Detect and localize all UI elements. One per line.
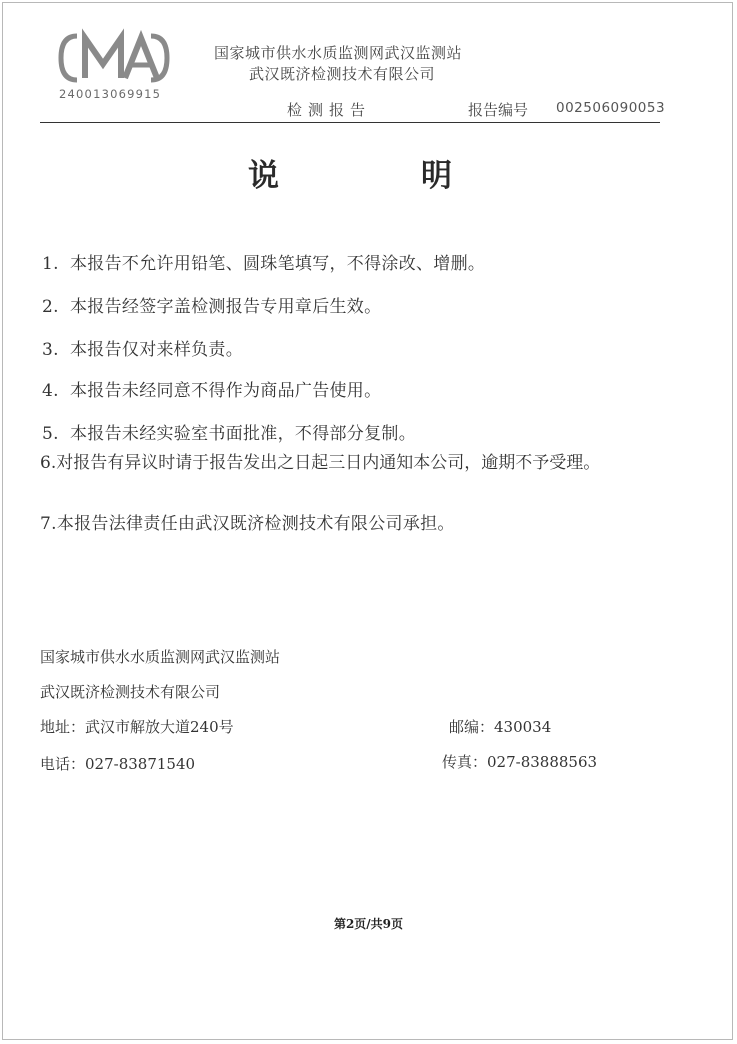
note-text: 本报告不允许用铅笔、圆珠笔填写，不得涂改、增删。 <box>70 254 486 274</box>
doc-type: 检测报告 <box>287 101 372 119</box>
title-char-1: 说 <box>248 158 279 194</box>
footer-phone: 电话：027-83871540 <box>40 755 196 773</box>
note-text: 对报告有异议时请于报告发出之日起三日内通知本公司，逾期不予受理。 <box>56 453 601 473</box>
note-item <box>27 452 667 474</box>
footer-address: 地址：武汉市解放大道240号 <box>40 718 234 736</box>
header-org-line2: 武汉既济检测技术有限公司 <box>249 65 436 83</box>
footer-postcode: 邮编：430034 <box>449 718 552 736</box>
note-item <box>42 376 381 401</box>
page-number: 第2页/共9页 <box>333 917 404 931</box>
note-text: 本报告未经同意不得作为商品广告使用。 <box>70 381 382 401</box>
note-number: 3. <box>42 340 59 360</box>
note-item <box>42 335 243 360</box>
note-number: 4. <box>42 381 59 401</box>
note-item <box>42 292 381 317</box>
header-rule <box>40 122 660 123</box>
note-text: 本报告未经实验室书面批准，不得部分复制。 <box>70 424 416 444</box>
report-no-label: 报告编号 <box>468 101 529 119</box>
note-text: 本报告仅对来样负责。 <box>70 340 243 360</box>
cma-code: 240013069915 <box>59 87 162 101</box>
note-text: 本报告经签字盖检测报告专用章后生效。 <box>70 297 382 317</box>
note-number: 1. <box>42 254 59 274</box>
note-number: 6. <box>40 453 57 473</box>
note-item <box>40 509 455 534</box>
note-number: 7. <box>40 514 57 534</box>
title-char-2: 明 <box>421 158 452 194</box>
note-item <box>42 419 416 444</box>
note-number: 5. <box>42 424 59 444</box>
note-text: 本报告法律责任由武汉既济检测技术有限公司承担。 <box>56 514 455 534</box>
header-org-line1: 国家城市供水水质监测网武汉监测站 <box>214 44 463 62</box>
note-item <box>42 249 485 274</box>
note-number: 2. <box>42 297 59 317</box>
footer-org-line2: 武汉既济检测技术有限公司 <box>40 683 221 701</box>
footer-fax: 传真：027-83888563 <box>442 753 598 771</box>
footer-org-line1: 国家城市供水水质监测网武汉监测站 <box>40 648 281 666</box>
report-no: 002506090053 <box>556 100 666 116</box>
